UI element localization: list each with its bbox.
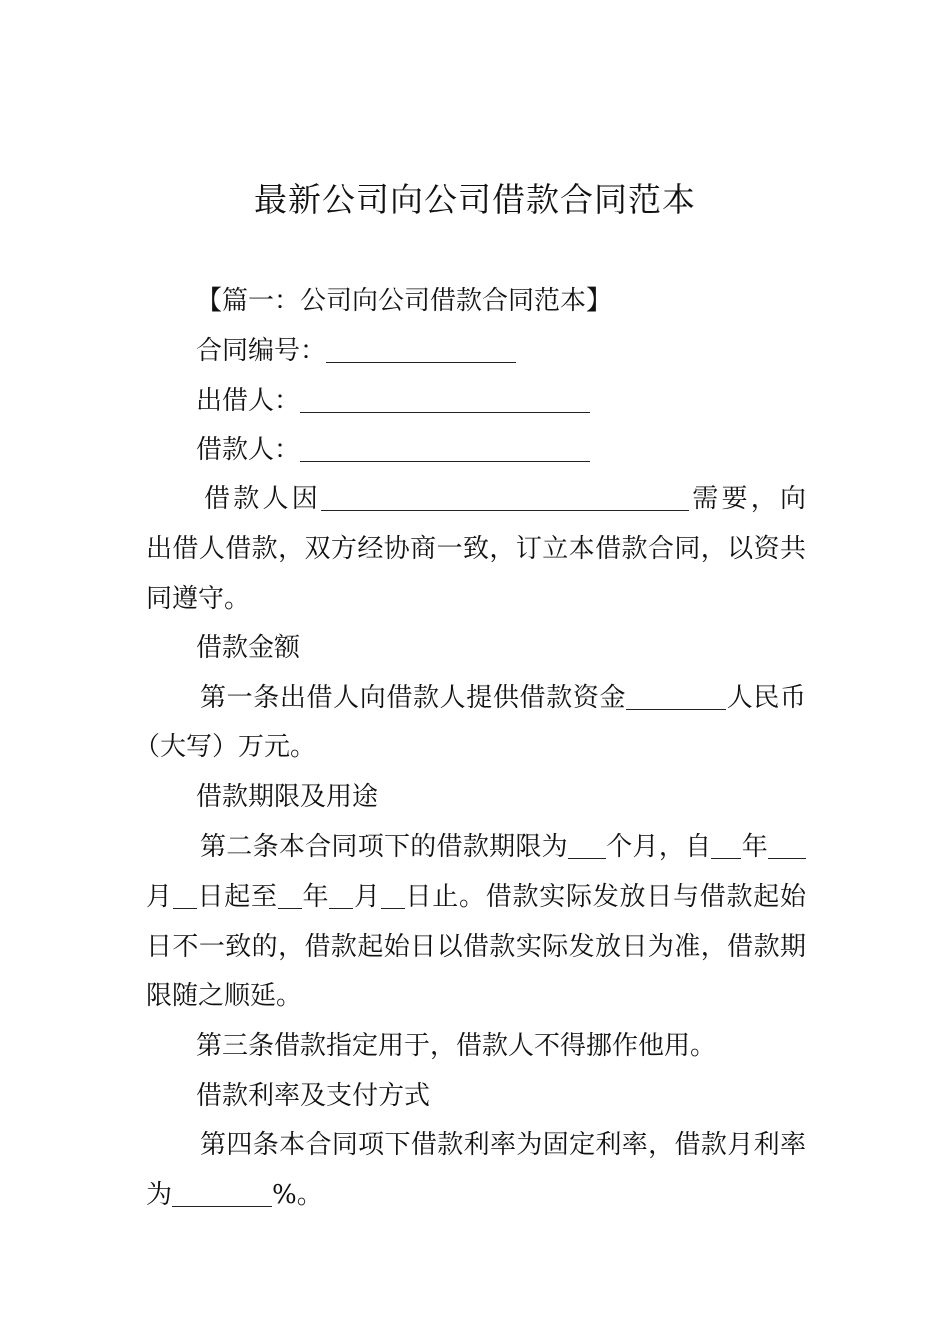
months-blank — [568, 830, 606, 859]
article2-text-b: 个月，自 — [605, 832, 712, 862]
article4-line-1: 第四条本合同项下借款利率为固定利率，借款月利率 — [200, 1130, 806, 1160]
purpose-line-1 — [204, 481, 806, 517]
start-year-blank — [711, 830, 741, 859]
end-month-blank — [329, 880, 353, 909]
end-year-blank — [278, 880, 302, 909]
contract-number-label: 合同编号： — [196, 336, 327, 366]
purpose-text-a: 借款人因 — [204, 484, 321, 514]
article2-until-text: 日起至 — [196, 882, 278, 912]
article3: 第三条借款指定用于，借款人不得挪作他用。 — [196, 1031, 717, 1061]
article4-line-2 — [146, 1177, 323, 1213]
article2-text-c: 年 — [741, 832, 768, 862]
article4-text-b: %。 — [272, 1180, 323, 1210]
heading-amount: 借款金额 — [196, 633, 301, 663]
end-day-blank — [381, 880, 405, 909]
article2-line-2 — [146, 879, 806, 915]
contract-number-line — [196, 333, 516, 369]
borrower-label: 借款人： — [196, 435, 301, 465]
heading-term: 借款期限及用途 — [196, 782, 379, 812]
article2-year-text: 年 — [301, 882, 330, 912]
purpose-line-3: 同遵守。 — [146, 584, 251, 614]
purpose-text-b: 需要，向 — [689, 484, 806, 514]
article1-text-a: 第一条出借人向借款人提供借款资金 — [200, 683, 627, 713]
article2-month-text: 月 — [146, 882, 173, 912]
article1-amount-blank — [626, 681, 726, 710]
borrower-line — [196, 432, 590, 468]
heading-rate: 借款利率及支付方式 — [196, 1081, 431, 1111]
purpose-line-2: 出借人借款，双方经协商一致，订立本借款合同，以资共 — [146, 534, 806, 564]
article2-line-3: 日不一致的，借款起始日以借款实际发放日为准，借款期 — [146, 932, 806, 962]
contract-number-blank — [326, 334, 516, 363]
article2-end-text: 日止。借款实际发放日与借款起始 — [404, 882, 806, 912]
article1-line-1 — [200, 680, 806, 716]
lender-line — [196, 383, 590, 419]
article2-month-text-2: 月 — [353, 882, 381, 912]
purpose-blank — [321, 482, 689, 511]
article4-text-a: 为 — [146, 1180, 173, 1210]
borrower-blank — [300, 433, 590, 462]
article2-text-a: 第二条本合同项下的借款期限为 — [200, 832, 568, 862]
article1-text-b: 人民币 — [726, 683, 806, 713]
article1-line-2: （大写）万元。 — [134, 732, 317, 762]
document-title: 最新公司向公司借款合同范本 — [254, 180, 696, 219]
monthly-rate-blank — [172, 1178, 272, 1207]
article2-line-4: 限随之顺延。 — [146, 981, 303, 1011]
start-day-blank — [173, 880, 197, 909]
section-heading: 【篇一：公司向公司借款合同范本】 — [196, 286, 613, 316]
start-month-blank — [768, 830, 806, 859]
lender-blank — [300, 384, 590, 413]
article2-line-1 — [200, 829, 806, 865]
lender-label: 出借人： — [196, 386, 301, 416]
